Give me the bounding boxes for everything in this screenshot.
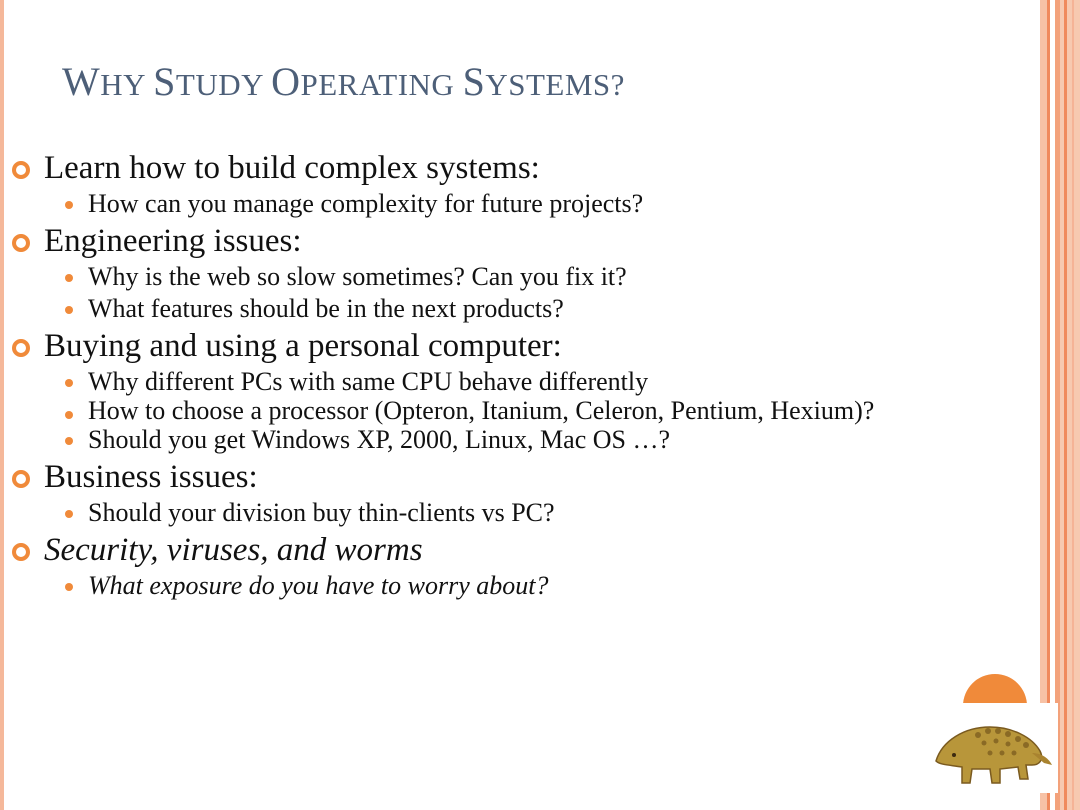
sub-bullet-text: Why different PCs with same CPU behave differently bbox=[88, 367, 649, 396]
sub-bullet-item bbox=[10, 369, 1040, 395]
title-part: YSTEMS? bbox=[485, 67, 625, 102]
sub-bullet-item bbox=[10, 264, 1040, 290]
bullet-text: Buying and using a personal computer: bbox=[44, 328, 562, 364]
bullet-item bbox=[10, 532, 1040, 569]
sub-bullet-text: Why is the web so slow sometimes? Can you fix it? bbox=[88, 262, 627, 291]
bullet-item bbox=[10, 150, 1040, 187]
sub-bullet-item bbox=[10, 191, 1040, 217]
right-border-band bbox=[1072, 0, 1074, 810]
ring-bullet-icon bbox=[12, 234, 30, 252]
title-part: S bbox=[153, 59, 176, 104]
sub-bullet-item bbox=[10, 573, 1040, 599]
ring-bullet-icon bbox=[12, 339, 30, 357]
ring-bullet-icon bbox=[12, 161, 30, 179]
bullet-list bbox=[10, 150, 1040, 605]
dot-bullet-icon bbox=[65, 201, 73, 209]
title-part: TUDY bbox=[175, 67, 272, 102]
dot-bullet-icon bbox=[65, 583, 73, 591]
dot-bullet-icon bbox=[65, 437, 73, 445]
title-part: HY bbox=[100, 67, 154, 102]
sub-bullet-text: What exposure do you have to worry about? bbox=[88, 571, 549, 600]
sub-bullet-item bbox=[10, 296, 1040, 322]
title-part: S bbox=[462, 59, 486, 104]
dot-bullet-icon bbox=[65, 274, 73, 282]
bullet-item bbox=[10, 223, 1040, 260]
dinosaur-icon bbox=[928, 703, 1058, 793]
bullet-text: Security, viruses, and worms bbox=[44, 532, 423, 568]
dot-bullet-icon bbox=[65, 510, 73, 518]
bullet-item bbox=[10, 459, 1040, 496]
title-part: O bbox=[271, 59, 301, 104]
title-part: PERATING bbox=[300, 67, 463, 102]
sub-bullet-item bbox=[10, 500, 1040, 526]
sub-bullet-item bbox=[10, 427, 1040, 453]
title-part: W bbox=[62, 59, 101, 104]
dot-bullet-icon bbox=[65, 306, 73, 314]
right-border-band bbox=[1060, 0, 1080, 810]
ring-bullet-icon bbox=[12, 470, 30, 488]
sub-bullet-text: Should you get Windows XP, 2000, Linux, Mac OS …? bbox=[88, 425, 671, 454]
bullet-text: Engineering issues: bbox=[44, 223, 302, 259]
dinosaur-illustration-icon bbox=[928, 703, 1058, 793]
ring-bullet-icon bbox=[12, 543, 30, 561]
dot-bullet-icon bbox=[65, 411, 73, 419]
slide-title bbox=[62, 58, 625, 105]
right-border-band bbox=[1040, 0, 1047, 810]
bullet-text: Learn how to build complex systems: bbox=[44, 150, 540, 186]
sub-bullet-text: Should your division buy thin-clients vs PC? bbox=[88, 498, 555, 527]
right-border-band bbox=[1064, 0, 1067, 810]
dot-bullet-icon bbox=[65, 379, 73, 387]
sub-bullet-text: How to choose a processor (Opteron, Itanium, Celeron, Pentium, Hexium)? bbox=[88, 396, 875, 425]
sub-bullet-item bbox=[10, 396, 1040, 425]
sub-bullet-text: How can you manage complexity for future projects? bbox=[88, 189, 644, 218]
bullet-item bbox=[10, 328, 1040, 365]
left-border bbox=[0, 0, 4, 810]
bullet-text: Business issues: bbox=[44, 459, 258, 495]
sub-bullet-text: What features should be in the next products? bbox=[88, 294, 564, 323]
